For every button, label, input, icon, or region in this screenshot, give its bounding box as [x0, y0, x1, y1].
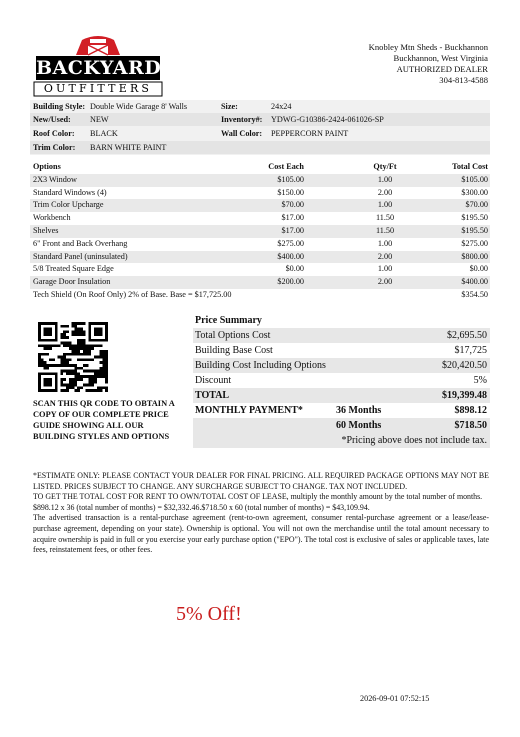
option-name: 6" Front and Back Overhang — [33, 238, 128, 248]
info-row-roof — [30, 127, 490, 140]
option-cost-each: $17.00 — [281, 213, 304, 223]
option-cost-each: $105.00 — [277, 174, 304, 184]
option-total: $400.00 — [461, 277, 488, 287]
info-row-style — [30, 100, 490, 113]
wall-color-label: Wall Color: — [221, 129, 263, 138]
base-cost-row — [193, 343, 490, 358]
option-total: $354.50 — [461, 289, 488, 299]
option-total: $300.00 — [461, 187, 488, 197]
discount-row — [193, 373, 490, 388]
info-row-trim — [30, 141, 490, 154]
option-row — [30, 289, 490, 302]
logo-text-outfitters: OUTFITTERS — [43, 82, 153, 95]
total-label: TOTAL — [195, 390, 230, 401]
dealer-status: AUTHORIZED DEALER — [396, 64, 488, 74]
option-name: Standard Panel (uninsulated) — [33, 251, 128, 261]
dealer-info — [369, 42, 488, 86]
building-style-label: Building Style: — [33, 102, 86, 111]
option-total: $275.00 — [461, 238, 488, 248]
discount-label: Discount — [195, 375, 232, 386]
option-cost-each: $17.00 — [281, 225, 304, 235]
total-value: $19,399.48 — [442, 390, 487, 401]
discount-value: 5% — [473, 375, 487, 386]
option-qty: 1.00 — [377, 200, 393, 210]
cost-incl-options-label: Building Cost Including Options — [195, 360, 326, 371]
new-used-value: NEW — [90, 115, 109, 124]
tax-note: *Pricing above does not include tax. — [341, 435, 487, 446]
inventory-value: YDWG-G10386-2424-061026-SP — [271, 115, 384, 124]
price-summary-title-row — [193, 313, 490, 328]
option-name: 5/8 Treated Square Edge — [33, 264, 114, 274]
disclaimer-estimate: *ESTIMATE ONLY: PLEASE CONTACT YOUR DEALER FOR FINAL PRICING. ALL REQUIRED PACKAGE OPTIONS MAY NOT BE LISTED. PRICES SUBJECT TO CHANGE. ANY SURCHARGE SUBJECT TO CHANGE. TAX NOT INCLUDED. — [33, 471, 489, 491]
base-cost-value: $17,725 — [454, 345, 487, 356]
option-cost-each: $150.00 — [277, 187, 304, 197]
total-options-row — [193, 328, 490, 343]
option-name: Standard Windows (4) — [33, 187, 107, 197]
options-header: Options — [33, 162, 61, 171]
option-name: Trim Color Upcharge — [33, 200, 104, 210]
tax-note-row — [193, 433, 490, 448]
total-row — [193, 388, 490, 403]
option-row — [30, 263, 490, 276]
cost-each-header: Cost Each — [268, 162, 304, 171]
options-header-row — [30, 161, 490, 174]
option-name: Garage Door Insulation — [33, 277, 111, 287]
roof-color-label: Roof Color: — [33, 129, 75, 138]
option-row — [30, 276, 490, 289]
option-row — [30, 238, 490, 251]
option-row — [30, 225, 490, 238]
disclaimer — [33, 471, 489, 556]
option-name: Tech Shield (On Roof Only) 2% of Base. Base = $17,725.00 — [33, 289, 232, 299]
price-summary — [193, 313, 490, 448]
option-cost-each: $0.00 — [285, 264, 304, 274]
monthly-60-row — [193, 418, 490, 433]
total-options-label: Total Options Cost — [195, 330, 271, 341]
price-summary-title: Price Summary — [195, 315, 262, 326]
option-total: $70.00 — [465, 200, 488, 210]
option-cost-each: $200.00 — [277, 277, 304, 287]
option-total: $105.00 — [461, 174, 488, 184]
option-row — [30, 199, 490, 212]
building-style-value: Double Wide Garage 8' Walls — [90, 102, 188, 111]
option-qty: 11.50 — [375, 213, 395, 223]
info-row-newused — [30, 113, 490, 126]
building-info-table — [30, 100, 490, 155]
option-qty: 11.50 — [375, 225, 395, 235]
disclaimer-agreement: The advertised transaction is a rental-purchase agreement (rent-to-own agreement, consumer rental-purchase agreement or a lease/lease-purchase agreement, depending on your state). Ownership is optional. You will not own the merchandise until the total amount necessary to acquire ownership is paid in full or you exercise your early purchase option ("EPO"). The total cost is exclusive of sales or applicable taxes, late fees, reinstatement fees, or other fees. — [33, 513, 489, 555]
option-row — [30, 251, 490, 264]
months-60-value: $718.50 — [454, 420, 487, 431]
option-qty: 2.00 — [377, 277, 393, 287]
trim-color-label: Trim Color: — [33, 143, 76, 152]
monthly-payment-label: MONTHLY PAYMENT* — [195, 405, 303, 416]
qr-caption: SCAN THIS QR CODE TO OBTAIN A COPY OF OUR COMPLETE PRICE GUIDE SHOWING ALL OUR BUILDING STYLES AND OPTIONS — [33, 399, 175, 441]
base-cost-label: Building Base Cost — [195, 345, 273, 356]
option-qty: 2.00 — [377, 251, 393, 261]
timestamp: 2026-09-01 07:52:15 — [360, 694, 430, 703]
option-total: $800.00 — [461, 251, 488, 261]
backyard-outfitters-logo — [32, 30, 164, 102]
size-value: 24x24 — [271, 102, 292, 111]
option-cost-each: $275.00 — [277, 238, 304, 248]
option-total: $0.00 — [469, 264, 488, 274]
options-rows — [30, 174, 490, 302]
option-row — [30, 212, 490, 225]
option-row — [30, 174, 490, 187]
dealer-phone: 304-813-4588 — [439, 75, 488, 85]
option-qty: 1.00 — [377, 238, 393, 248]
size-label: Size: — [221, 102, 238, 111]
option-total: $195.50 — [461, 213, 488, 223]
option-qty: 2.00 — [377, 187, 393, 197]
dealer-name: Knobley Mtn Sheds - Buckhannon — [368, 42, 488, 52]
total-cost-header: Total Cost — [452, 162, 488, 171]
months-36-value: $898.12 — [454, 405, 487, 416]
new-used-label: New/Used: — [33, 115, 71, 124]
qr-code-icon — [38, 322, 108, 392]
option-cost-each: $70.00 — [281, 200, 304, 210]
option-name: Shelves — [33, 225, 59, 235]
qty-header: Qty/Ft — [373, 162, 397, 171]
cost-incl-options-value: $20,420.50 — [442, 360, 487, 371]
option-row — [30, 187, 490, 200]
option-total: $195.50 — [461, 225, 488, 235]
months-36-label: 36 Months — [336, 405, 382, 416]
option-name: Workbench — [33, 213, 71, 223]
disclaimer-calculation: $898.12 x 36 (total number of months) = $32,332.46.$718.50 x 60 (total number of months) = $43,109.94. — [33, 502, 370, 512]
promo-discount: 5% Off! — [176, 603, 242, 625]
option-name: 2X3 Window — [33, 174, 77, 184]
trim-color-value: BARN WHITE PAINT — [90, 143, 167, 152]
cost-incl-options-row — [193, 358, 490, 373]
qr-code[interactable] — [38, 322, 108, 392]
months-60-label: 60 Months — [336, 420, 382, 431]
option-qty: 1.00 — [377, 264, 393, 274]
option-qty: 1.00 — [377, 174, 393, 184]
options-table — [30, 161, 490, 302]
dealer-location: Buckhannon, West Virginia — [393, 53, 488, 63]
option-cost-each: $400.00 — [277, 251, 304, 261]
wall-color-value: PEPPERCORN PAINT — [271, 129, 349, 138]
inventory-label: Inventory#: — [221, 115, 263, 124]
logo-text-backyard: BACKYARD — [36, 57, 162, 79]
monthly-36-row — [193, 403, 490, 418]
disclaimer-rent-to-own: TO GET THE TOTAL COST FOR RENT TO OWN/TOTAL COST OF LEASE, multiply the monthly amount by the total number of months. — [33, 492, 483, 502]
roof-color-value: BLACK — [90, 129, 118, 138]
total-options-value: $2,695.50 — [447, 330, 487, 341]
